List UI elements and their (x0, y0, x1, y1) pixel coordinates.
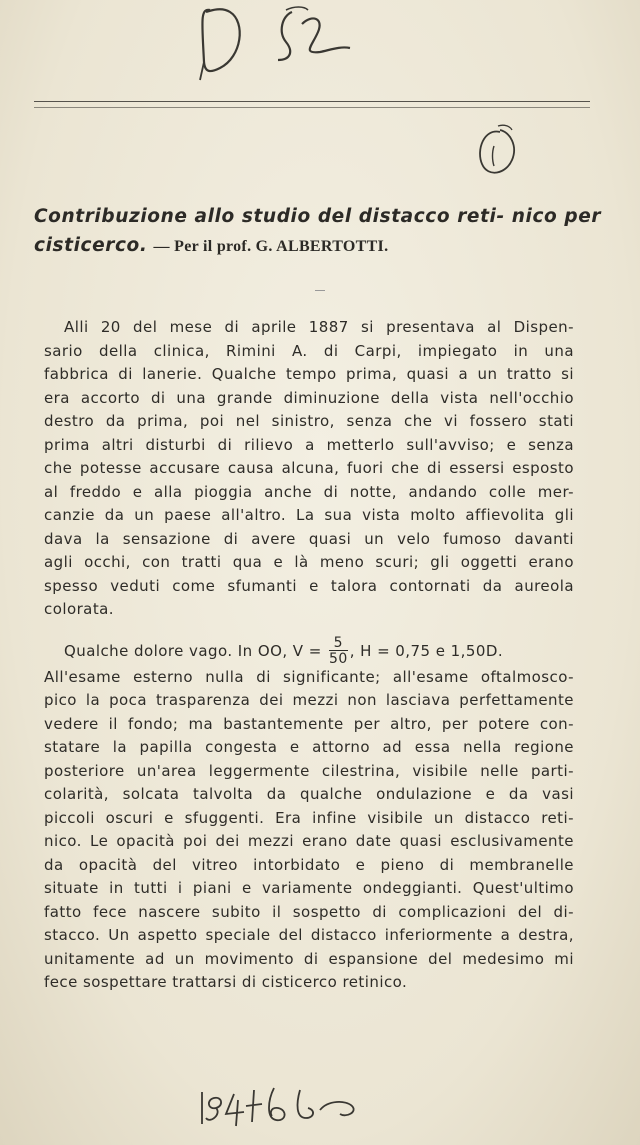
fraction-denominator: 50 (328, 650, 348, 667)
handwritten-mark (470, 120, 520, 180)
text-line: da opacità del vitreo intorbidato e pieno di membranelle (44, 855, 574, 874)
text-line: fatto fece nascere subito il sospetto di complicazioni del di- (44, 902, 574, 921)
text-line: agli occhi, con tratti qua e là meno scuri; gli oggetti erano (44, 553, 574, 571)
title-italic: Contribuzione allo studio del distacco reti- nico per cisticerco. (34, 206, 602, 256)
text-line: All'esame esterno nulla di significante; all'esame oftalmosco- (44, 667, 574, 686)
text-line: dava la sensazione di avere quasi un velo fumoso davanti (44, 529, 574, 548)
formula-suffix: , H = 0,75 e 1,50D. (349, 641, 504, 660)
top-rule (34, 101, 590, 102)
top-rule-secondary (34, 107, 590, 108)
formula-prefix: Qualche dolore vago. In OO, V = (64, 641, 322, 660)
text-line: al freddo e alla pioggia anche di notte, andando colle mer- (44, 482, 574, 501)
text-line: posteriore un'area leggermente cilestrina, visibile nelle parti- (44, 761, 574, 780)
article-body (44, 316, 574, 995)
text-line: destro da prima, poi nel sinistro, senza che vi fossero stati (44, 412, 574, 430)
text-line: era accorto di una grande diminuzione della vista nell'occhio (44, 388, 574, 407)
text-line: sario della clinica, Rimini A. di Carpi, impiegato in una (44, 341, 574, 360)
text-line: unitamente ad un movimento di espansione del medesimo mi (44, 949, 574, 968)
text-line: pico la poca trasparenza dei mezzi non lasciava perfettamente (44, 691, 574, 709)
text-line: vedere il fondo; ma bastantemente per altro, per potere con- (44, 714, 574, 733)
text-line: canzie da un paese all'altro. La sua vista molto affievolita gli (44, 506, 574, 524)
text-line: colarità, solcata talvolta da qualche ondulazione e da vasi (44, 785, 574, 803)
paragraph-2 (44, 666, 574, 995)
visual-acuity-fraction (329, 636, 348, 667)
text-line-last: colorata. (44, 600, 115, 618)
separator-dash (315, 290, 325, 291)
title-author: — Per il prof. G. ALBERTOTTI. (153, 238, 389, 255)
text-line: Alli 20 del mese di aprile 1887 si presentava al Dispen- (64, 318, 574, 336)
handwritten-inventory-number (196, 1070, 396, 1130)
text-line: piccoli oscuri e sfuggenti. Era infine visibile un distacco reti- (44, 808, 574, 827)
handwritten-shelfmark (190, 2, 380, 82)
formula-line (44, 622, 574, 666)
text-line-last: fece sospettare trattarsi di cisticerco retinico. (44, 973, 408, 991)
text-line: statare la papilla congesta e attorno ad essa nella regione (44, 738, 574, 756)
text-line: fabbrica di lanerie. Qualche tempo prima, quasi a un tratto si (44, 365, 574, 383)
article-title (34, 202, 614, 261)
text-line: situate in tutti i piani e variamente ondeggianti. Quest'ultimo (44, 879, 574, 897)
text-line: che potesse accusare causa alcuna, fuori che di essersi esposto (44, 459, 574, 477)
paragraph-1 (44, 316, 574, 622)
text-line: nico. Le opacità poi dei mezzi erano date quasi esclusivamente (44, 832, 574, 850)
text-line: spesso veduti come sfumanti e talora contornati da aureola (44, 576, 574, 595)
text-line: prima altri disturbi di rilievo a metterlo sull'avviso; e senza (44, 435, 574, 454)
fraction-numerator: 5 (329, 636, 348, 651)
text-line: stacco. Un aspetto speciale del distacco inferiormente a destra, (44, 926, 574, 944)
